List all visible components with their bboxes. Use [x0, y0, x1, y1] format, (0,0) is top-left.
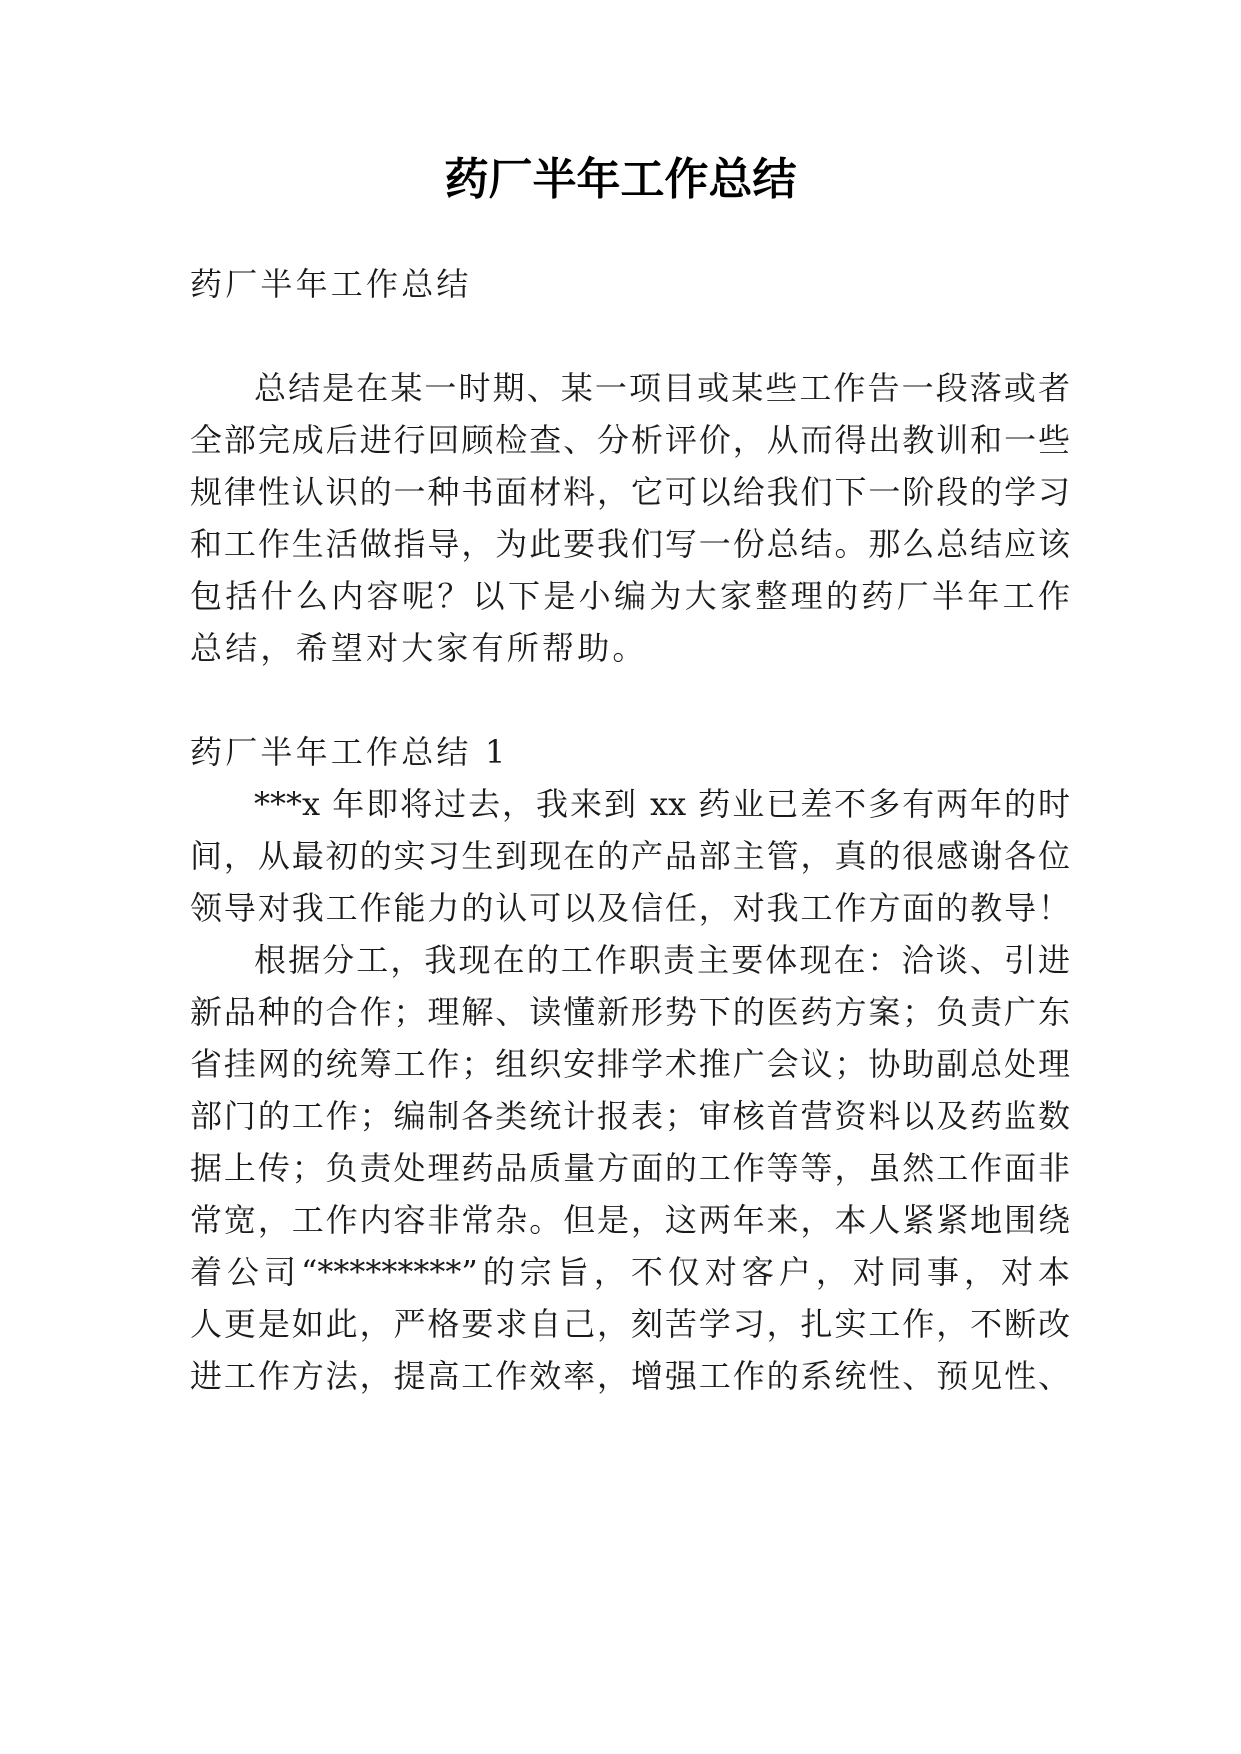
paragraph-line: 总结是在某一时期、某一项目或某些工作告一段落或者 — [254, 369, 1070, 407]
paragraph-line: 人更是如此，严格要求自己，刻苦学习，扎实工作，不断改 — [190, 1305, 1070, 1343]
paragraph-line: 和工作生活做指导，为此要我们写一份总结。那么总结应该 — [190, 525, 1070, 563]
section-heading: 药厂半年工作总结 1 — [190, 733, 509, 771]
paragraph-line: 进工作方法，提高工作效率，增强工作的系统性、预见性、 — [190, 1357, 1070, 1395]
subtitle: 药厂半年工作总结 — [190, 265, 472, 303]
document-title: 药厂半年工作总结 — [444, 154, 797, 205]
paragraph-line: ***x 年即将过去，我来到 xx 药业已差不多有两年的时 — [254, 785, 1070, 823]
paragraph-line: 间，从最初的实习生到现在的产品部主管，真的很感谢各位 — [190, 837, 1070, 875]
paragraph-line: 新品种的合作；理解、读懂新形势下的医药方案；负责广东 — [190, 993, 1070, 1031]
paragraph-line: 部门的工作；编制各类统计报表；审核首营资料以及药监数 — [190, 1097, 1070, 1135]
paragraph-line: 全部完成后进行回顾检查、分析评价，从而得出教训和一些 — [190, 421, 1070, 459]
paragraph-line: 常宽，工作内容非常杂。但是，这两年来，本人紧紧地围绕 — [190, 1201, 1070, 1239]
paragraph-line: 据上传；负责处理药品质量方面的工作等等，虽然工作面非 — [190, 1149, 1070, 1187]
paragraph-line: 规律性认识的一种书面材料，它可以给我们下一阶段的学习 — [190, 473, 1070, 511]
paragraph-line: 省挂网的统筹工作；组织安排学术推广会议；协助副总处理 — [190, 1045, 1070, 1083]
paragraph-line: 着公司“*********”的宗旨，不仅对客户，对同事，对本 — [190, 1253, 1070, 1291]
paragraph-line: 根据分工，我现在的工作职责主要体现在：洽谈、引进 — [254, 941, 1070, 979]
paragraph-line: 总结，希望对大家有所帮助。 — [190, 629, 648, 667]
paragraph-line: 领导对我工作能力的认可以及信任，对我工作方面的教导！ — [190, 889, 1070, 927]
paragraph-line: 包括什么内容呢？以下是小编为大家整理的药厂半年工作 — [190, 577, 1070, 615]
